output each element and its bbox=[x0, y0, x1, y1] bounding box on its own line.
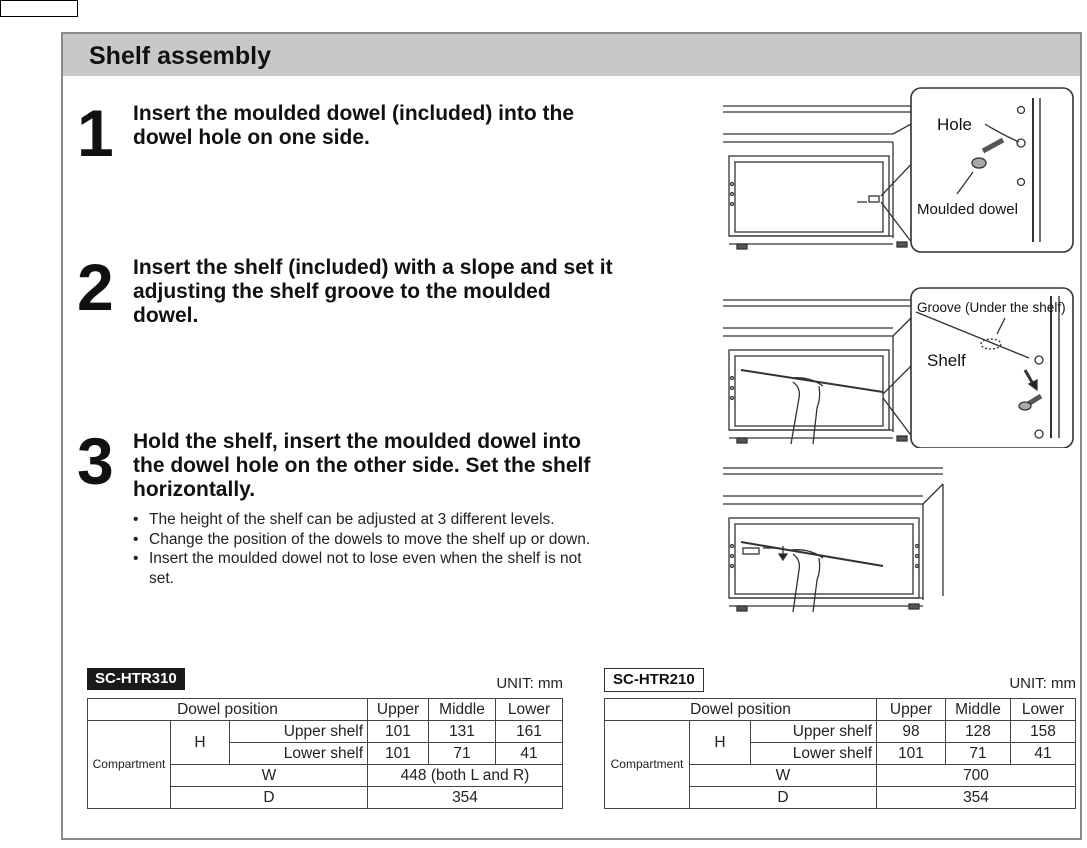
cabinet-dowel-illustration bbox=[721, 84, 1081, 254]
unit-label: UNIT: mm bbox=[1009, 675, 1076, 692]
w-value: 700 bbox=[877, 765, 1076, 787]
unit-label: UNIT: mm bbox=[496, 675, 563, 692]
header-dowel-position: Dowel position bbox=[88, 699, 368, 721]
illustration-step-1 bbox=[721, 84, 1081, 254]
table-cell: 101 bbox=[368, 743, 429, 765]
lower-shelf-label: Lower shelf bbox=[751, 743, 877, 765]
table-cell: 41 bbox=[1011, 743, 1076, 765]
step-instruction: Insert the shelf (included) with a slope and set it adjusting the shelf groove to the moulded dowel. bbox=[133, 256, 613, 327]
w-value: 448 (both L and R) bbox=[368, 765, 563, 787]
table-cell: 71 bbox=[429, 743, 496, 765]
upper-shelf-label: Upper shelf bbox=[230, 721, 368, 743]
upper-shelf-label: Upper shelf bbox=[751, 721, 877, 743]
table-row bbox=[88, 721, 563, 743]
shelf-horizontal-illustration bbox=[721, 462, 951, 614]
moulded-dowel-label: Moulded dowel bbox=[917, 201, 1018, 218]
page-corner-tab bbox=[0, 0, 78, 17]
h-cell: H bbox=[171, 721, 230, 765]
table-row bbox=[88, 699, 563, 721]
shelf-assembly-panel bbox=[61, 32, 1082, 840]
header-dowel-position: Dowel position bbox=[605, 699, 877, 721]
d-label: D bbox=[171, 787, 368, 809]
table-cell: 101 bbox=[877, 743, 946, 765]
step-instruction: Hold the shelf, insert the moulded dowel into the dowel hole on the other side. Set the shelf horizontally. bbox=[133, 430, 591, 501]
table-cell: 41 bbox=[496, 743, 563, 765]
table-cell: 101 bbox=[368, 721, 429, 743]
d-value: 354 bbox=[877, 787, 1076, 809]
header-lower: Lower bbox=[496, 699, 563, 721]
spec-table-sc-htr210 bbox=[604, 668, 1076, 820]
list-item: • The height of the shelf can be adjusted at 3 different levels. bbox=[133, 511, 555, 528]
table-row bbox=[605, 721, 1076, 743]
h-cell: H bbox=[690, 721, 751, 765]
d-label: D bbox=[690, 787, 877, 809]
table-cell: 131 bbox=[429, 721, 496, 743]
groove-label: Groove (Under the shelf) bbox=[917, 300, 1066, 315]
header-lower: Lower bbox=[1011, 699, 1076, 721]
compartment-cell: Compartment bbox=[88, 721, 171, 809]
table-cell: 71 bbox=[946, 743, 1011, 765]
header-middle: Middle bbox=[429, 699, 496, 721]
model-label: SC-HTR310 bbox=[87, 668, 185, 690]
hole-label: Hole bbox=[937, 115, 972, 134]
dowel-table bbox=[87, 698, 563, 809]
header-upper: Upper bbox=[877, 699, 946, 721]
table-cell: 158 bbox=[1011, 721, 1076, 743]
shelf-label: Shelf bbox=[927, 351, 966, 370]
step-number: 1 bbox=[77, 96, 112, 170]
d-value: 354 bbox=[368, 787, 563, 809]
w-label: W bbox=[690, 765, 877, 787]
table-cell: 161 bbox=[496, 721, 563, 743]
section-header bbox=[63, 34, 1080, 76]
w-label: W bbox=[171, 765, 368, 787]
table-row bbox=[605, 699, 1076, 721]
dowel-table bbox=[604, 698, 1076, 809]
header-upper: Upper bbox=[368, 699, 429, 721]
step-instruction: Insert the moulded dowel (included) into the dowel hole on one side. bbox=[133, 102, 574, 149]
section-title: Shelf assembly bbox=[89, 42, 272, 70]
table-cell: 98 bbox=[877, 721, 946, 743]
header-middle: Middle bbox=[946, 699, 1011, 721]
list-item: • Insert the moulded dowel not to lose even when the shelf is not set. bbox=[133, 550, 582, 587]
illustration-step-3 bbox=[721, 462, 951, 614]
compartment-cell: Compartment bbox=[605, 721, 690, 809]
model-label: SC-HTR210 bbox=[604, 668, 704, 692]
lower-shelf-label: Lower shelf bbox=[230, 743, 368, 765]
spec-table-sc-htr310 bbox=[87, 668, 563, 820]
shelf-slope-illustration bbox=[721, 258, 1081, 448]
step-number: 2 bbox=[77, 250, 112, 324]
table-cell: 128 bbox=[946, 721, 1011, 743]
shelf-notes bbox=[133, 510, 603, 588]
step-number: 3 bbox=[77, 424, 112, 498]
illustration-step-2 bbox=[721, 258, 1081, 448]
list-item: • Change the position of the dowels to move the shelf up or down. bbox=[133, 530, 591, 548]
